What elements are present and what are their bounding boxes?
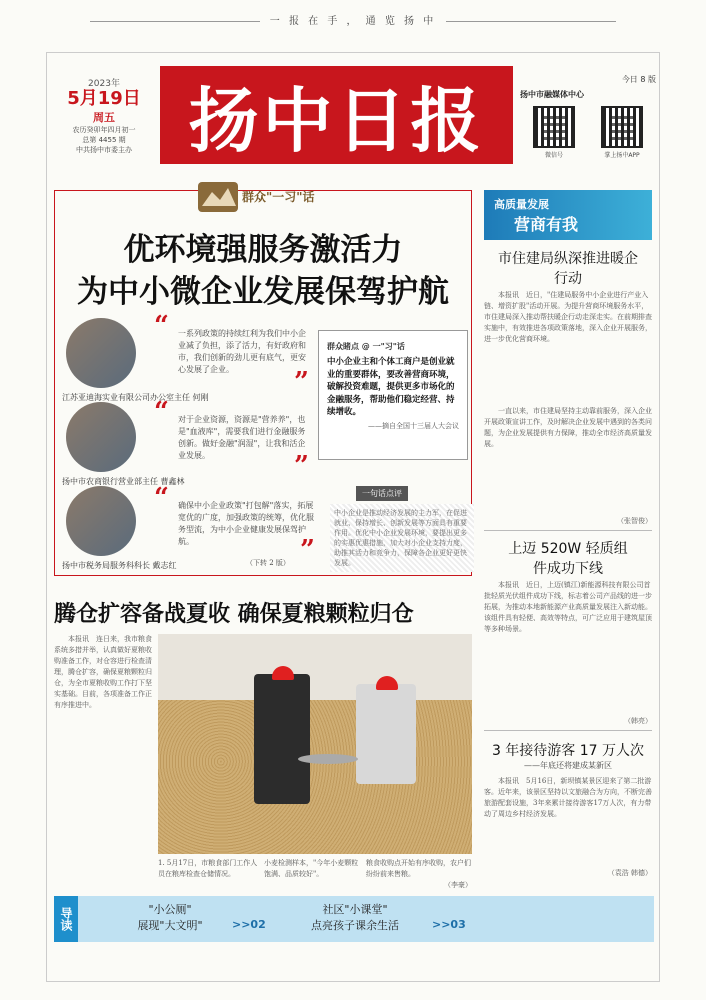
publisher: 中共扬中市委主办 <box>76 146 132 154</box>
lead-headline-line2[interactable]: 为中小微企业发展保驾护航 <box>77 274 449 310</box>
guide-item-1-line1: "小公厕" <box>148 903 192 916</box>
story2-byline: （韩亮） <box>624 717 652 725</box>
helmet-icon <box>376 676 398 690</box>
story3-subheadline: ——年底还将建成某新区 <box>524 761 612 770</box>
quote-text-3: 确保中小企业政策"打包解"落实，拓展宽优的广度，加强政策的统筹，优化服务型流，为中小企业健康发展保驾护航。 <box>178 501 314 546</box>
column-badge <box>198 176 328 216</box>
quote-close-icon: ” <box>294 367 309 397</box>
date-lunar: 农历癸卯年四月初一 <box>72 126 136 134</box>
date-weekday: 周五 <box>93 111 115 124</box>
media-center: 扬中市融媒体中心 <box>520 90 584 99</box>
comment-label: 一句话点评 <box>356 486 408 501</box>
guide-item-1-page[interactable]: >>02 <box>232 918 266 931</box>
date-day: 5月19日 <box>67 88 141 109</box>
quote-caption-1: 江苏亚迪海实业有限公司办公室主任 何刚 <box>62 393 209 402</box>
guide-label: 导读 <box>54 896 78 942</box>
grain-photo <box>158 634 472 854</box>
guide-item-2-page[interactable]: >>03 <box>432 918 466 931</box>
observation-source: ——摘自全国十三届人大会议 <box>368 421 459 430</box>
qr-label-app: 掌上扬中APP <box>604 152 640 159</box>
header-right <box>520 74 656 159</box>
qr-code-icon[interactable] <box>601 106 643 148</box>
quote-close-icon: ” <box>300 535 315 565</box>
masthead-slogan: 一 报 在 手 ， 通 览 扬 中 <box>0 12 706 27</box>
quote-caption-3: 扬中市税务局服务科科长 戴志红 <box>62 561 177 570</box>
story3-body: 本报讯 5月16日，新坝镇某景区迎来了第二批游客。近年来，该景区坚持以文旅融合为方向，不断完善旅游配套设施，3年来累计接待游客17万人次，有力带动了周边乡村经济发展。 <box>484 777 652 818</box>
story1-body-2: 一直以来，市住建局坚持主动靠前服务，深入企业开展政策宣讲工作，及时解决企业发展中遇到的各类问题，为企业发展提供有力保障，推动全市经济高质量发展。 <box>484 407 652 448</box>
photo-person <box>254 674 310 804</box>
column-banner <box>484 190 652 240</box>
quote-text-1: 一系列政策的持续红利为我们中小企业减了负担，添了活力，有好政府和市，我们创新的劲儿更有底气，更安心发展了企业。 <box>178 329 306 374</box>
photo-person <box>356 684 416 784</box>
guide-item-1[interactable] <box>100 902 240 934</box>
qr-label-wechat: 微信号 <box>544 152 563 159</box>
photo-interviewee-3 <box>66 486 136 556</box>
guide-item-2-line2: 点亮孩子课余生活 <box>311 919 399 932</box>
story2-body: 本报讯 近日，上迈(镇江)新能源科技有限公司首批轻质光伏组件成功下线，标志着公司产品线的进一步拓展，为推动本地新能源产业高质量发展注入新动能。该组件具有轻便、高效等特点，可广泛应用于建筑屋顶等多种场景。 <box>484 581 652 633</box>
banner-line2: 营商有我 <box>514 215 579 234</box>
lead-headline-line1[interactable]: 优环境强服务激活力 <box>123 232 403 268</box>
guide-item-2-line1: 社区"小课堂" <box>322 903 388 916</box>
page-count: 今日 8 版 <box>621 75 656 84</box>
helmet-icon <box>272 666 294 680</box>
guide-item-2[interactable] <box>280 902 430 934</box>
dateline <box>58 76 150 155</box>
banner-line1: 高质量发展 <box>494 198 549 211</box>
divider <box>484 530 652 531</box>
story1-body: 本报讯 近日，"住建局服务中小企业进行产业入链、增资扩股"活动开展。为提升营商环境服务水平，市住建局深入推动帮扶暖企行动走深走实。在前期排查实施中，有效推进各项政策落地，深入企业开展服务，进一步优化营商环境。 <box>484 291 652 343</box>
story3-byline: （袁浩 韩德） <box>607 869 652 877</box>
photo-interviewee-1 <box>66 318 136 388</box>
quote-text-2: 对于企业资源，资源是"营养养"，也是"血液库"，需要我们进行金融服务创新。做好金融"润湿"，让我和活企业发展。 <box>178 415 306 460</box>
comment-body: 中小企业是推动经济发展的主力军，在促进就业、保持增长、创新发展等方面具有重要作用。优化中小企业发展环境，要提出更多的实惠优惠措施，加大对小企业支持力度，助推其活力和竞争力，保障各企业更好更快发展。 <box>330 504 474 572</box>
photo-caption-3: 粮食收购点开始有序收购，农户们纷纷前来售粮。 <box>366 859 471 878</box>
quote-open-icon: “ <box>154 483 169 513</box>
column-badge-text: 群众"一习"话 <box>242 190 315 204</box>
story3-headline[interactable]: 3 年接待游客 17 万人次 <box>491 743 645 759</box>
story2-headline[interactable]: 上迈 520W 轻质组件成功下线 <box>508 541 628 577</box>
quote-open-icon: “ <box>154 311 169 341</box>
masthead-logo <box>160 66 513 164</box>
quote-open-icon: “ <box>154 397 169 427</box>
story1-byline: （张智俊） <box>617 517 652 525</box>
grain-headline[interactable]: 腾仓扩容备战夏收 确保夏粮颗粒归仓 <box>54 602 414 627</box>
continued-note[interactable]: （下转 2 版） <box>246 559 290 567</box>
qr-code-icon[interactable] <box>533 106 575 148</box>
guide-item-1-line2: 展现"大文明" <box>137 919 203 932</box>
story1-headline[interactable]: 市住建局纵深推进暖企行动 <box>498 251 638 287</box>
observation-heading: 群众睹点 @ 一"习"话 <box>327 342 405 351</box>
masthead-title: 扬中日报 <box>188 78 485 162</box>
quote-caption-2: 扬中市农商银行营业部主任 曹鑫林 <box>62 477 185 486</box>
quote-close-icon: ” <box>294 451 309 481</box>
observation-body: 中小企业主和个体工商户是创业就业的重要群体，要改善营商环境，破解投资难题，提供更多市场化的金融服务，帮助他们稳定经营、持续增收。 <box>327 357 455 417</box>
photo-caption-2: 小麦检测样本，"今年小麦颗粒饱满、品质较好"。 <box>264 859 359 878</box>
sieve-tray <box>298 754 358 764</box>
photo-interviewee-2 <box>66 402 136 472</box>
divider <box>484 730 652 731</box>
observation-box <box>318 330 468 460</box>
issue-number: 总第 4455 期 <box>82 136 126 144</box>
date-year: 2023年 <box>88 79 120 89</box>
photo-caption-1: 1. 5月17日，市粮食部门工作人员在粮库检查仓储情况。 <box>158 859 258 878</box>
photo-credit: （李豪） <box>444 881 472 889</box>
grain-body: 本报讯 连日来，我市粮食系统多措并举，认真做好夏粮收购准备工作，对仓容进行检查清理，腾仓扩容，确保夏粮颗粒归仓，为全市夏粮收购工作打下坚实基础。目前，各项准备工作正有序推进中。 <box>54 635 152 709</box>
